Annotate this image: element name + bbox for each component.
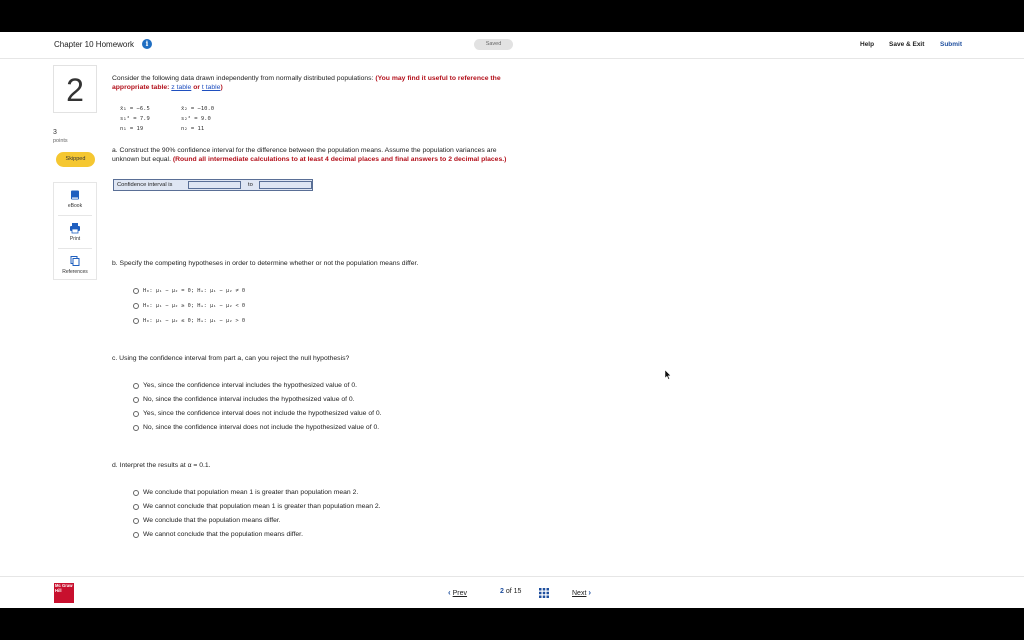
- grid-icon[interactable]: [539, 588, 549, 598]
- close-paren: ): [220, 84, 223, 91]
- table-hint-cont: appropriate table:: [112, 84, 170, 91]
- next-label: Next: [572, 590, 587, 597]
- mouse-cursor-icon: [665, 370, 673, 380]
- references-button[interactable]: [54, 249, 96, 281]
- references-label: References: [62, 269, 88, 275]
- radio-button[interactable]: [133, 383, 139, 389]
- page-of: of: [505, 588, 512, 595]
- option-text: No, since the confidence interval does not include the hypothesized value of 0.: [143, 424, 380, 431]
- print-label: Print: [69, 236, 81, 242]
- radio-button[interactable]: [133, 425, 139, 431]
- part-a-line-2: [112, 156, 506, 163]
- radio-button[interactable]: [133, 318, 139, 324]
- confidence-interval-row: [113, 179, 313, 191]
- save-exit-button[interactable]: Save & Exit: [889, 41, 925, 48]
- chevron-right-icon: ›: [588, 588, 592, 597]
- ci-upper-input[interactable]: [259, 181, 312, 189]
- part-a-text-cont: unknown but equal.: [112, 156, 171, 163]
- radio-button[interactable]: [133, 397, 139, 403]
- prev-label: Prev: [452, 590, 468, 597]
- ci-label: Confidence interval is: [117, 182, 173, 188]
- ebook-button[interactable]: [54, 183, 96, 215]
- option-text: No, since the confidence interval includes the hypothesized value of 0.: [143, 396, 355, 403]
- part-a-question: a. Construct the 90% confidence interval for the difference between the population means. Assume the population variances are: [112, 147, 497, 154]
- option-text: H₀: μ₁ − μ₂ ≤ 0; Hₐ: μ₁ − μ₂ > 0: [143, 318, 246, 324]
- table-hint: (You may find it useful to reference the: [375, 75, 501, 82]
- question-number: 2: [53, 65, 97, 113]
- tools-panel: [53, 182, 97, 280]
- total-pages: 15: [513, 588, 522, 595]
- option-text: H₀: μ₁ − μ₂ ≥ 0; Hₐ: μ₁ − μ₂ < 0: [143, 303, 246, 309]
- mcgraw-hill-logo: Mc Graw Hill: [54, 583, 74, 603]
- option-text: H₀: μ₁ − μ₂ = 0; Hₐ: μ₁ − μ₂ ≠ 0: [143, 288, 246, 294]
- option-text: Yes, since the confidence interval does not include the hypothesized value of 0.: [143, 410, 382, 417]
- sample-variance-1: s₁² = 7.9: [120, 116, 150, 122]
- option-text: Yes, since the confidence interval includes the hypothesized value of 0.: [143, 382, 357, 389]
- copy-icon: [69, 255, 81, 267]
- skipped-status-badge: Skipped: [56, 152, 95, 167]
- homework-app: [0, 32, 1024, 608]
- saved-status-badge: Saved: [474, 39, 513, 50]
- option-text: We conclude that the population means differ.: [143, 517, 281, 524]
- book-icon: [69, 189, 81, 201]
- z-table-link[interactable]: z table: [171, 84, 192, 91]
- part-d-question: [112, 462, 211, 469]
- radio-button[interactable]: [133, 303, 139, 309]
- sample-variance-2: s₂² = 9.0: [181, 116, 211, 122]
- current-page: 2: [500, 588, 504, 595]
- option-text: We cannot conclude that population mean 1 is greater than population mean 2.: [143, 503, 381, 510]
- option-text: We conclude that population mean 1 is greater than population mean 2.: [143, 489, 359, 496]
- printer-icon: [69, 222, 81, 234]
- footer-nav: [0, 576, 1024, 608]
- radio-button[interactable]: [133, 518, 139, 524]
- sample-mean-1: x̄₁ = −6.5: [120, 106, 150, 112]
- ci-lower-input[interactable]: [188, 181, 241, 189]
- radio-button[interactable]: [133, 532, 139, 538]
- part-d-text: d. Interpret the results at: [112, 462, 186, 469]
- sample-size-2: n₂ = 11: [181, 126, 205, 132]
- part-b-question: b. Specify the competing hypotheses in order to determine whether or not the population means differ.: [112, 260, 419, 267]
- alpha-value: α = 0.1.: [187, 462, 211, 469]
- points-label: points: [53, 138, 68, 144]
- sample-mean-2: x̄₂ = −10.0: [181, 106, 215, 112]
- chevron-left-icon: ‹: [448, 588, 451, 597]
- intro-line-2: [112, 84, 223, 91]
- intro-line-1: [112, 75, 501, 82]
- t-table-link[interactable]: t table: [201, 84, 221, 91]
- ebook-label: eBook: [67, 203, 83, 209]
- submit-button[interactable]: Submit: [940, 41, 963, 48]
- page-indicator: [500, 588, 521, 595]
- print-button[interactable]: [54, 216, 96, 248]
- radio-button[interactable]: [133, 490, 139, 496]
- assignment-title: Chapter 10 Homework: [54, 40, 135, 49]
- intro-text: Consider the following data drawn independently from normally distributed populations:: [112, 75, 374, 82]
- help-button[interactable]: Help: [860, 41, 875, 48]
- or-text: or: [193, 84, 201, 91]
- option-text: We cannot conclude that the population means differ.: [143, 531, 303, 538]
- info-icon[interactable]: i: [142, 39, 152, 49]
- points-value: 3: [53, 129, 57, 136]
- top-header: [0, 32, 1024, 59]
- rounding-instruction: (Round all intermediate calculations to at least 4 decimal places and final answers to 2 decimal places.): [172, 156, 507, 163]
- radio-button[interactable]: [133, 504, 139, 510]
- prev-button[interactable]: [448, 588, 467, 597]
- sample-size-1: n₁ = 19: [120, 126, 144, 132]
- ci-to-label: to: [248, 182, 253, 188]
- part-c-question: c. Using the confidence interval from part a, can you reject the null hypothesis?: [112, 355, 350, 362]
- radio-button[interactable]: [133, 288, 139, 294]
- next-button[interactable]: [572, 588, 591, 597]
- radio-button[interactable]: [133, 411, 139, 417]
